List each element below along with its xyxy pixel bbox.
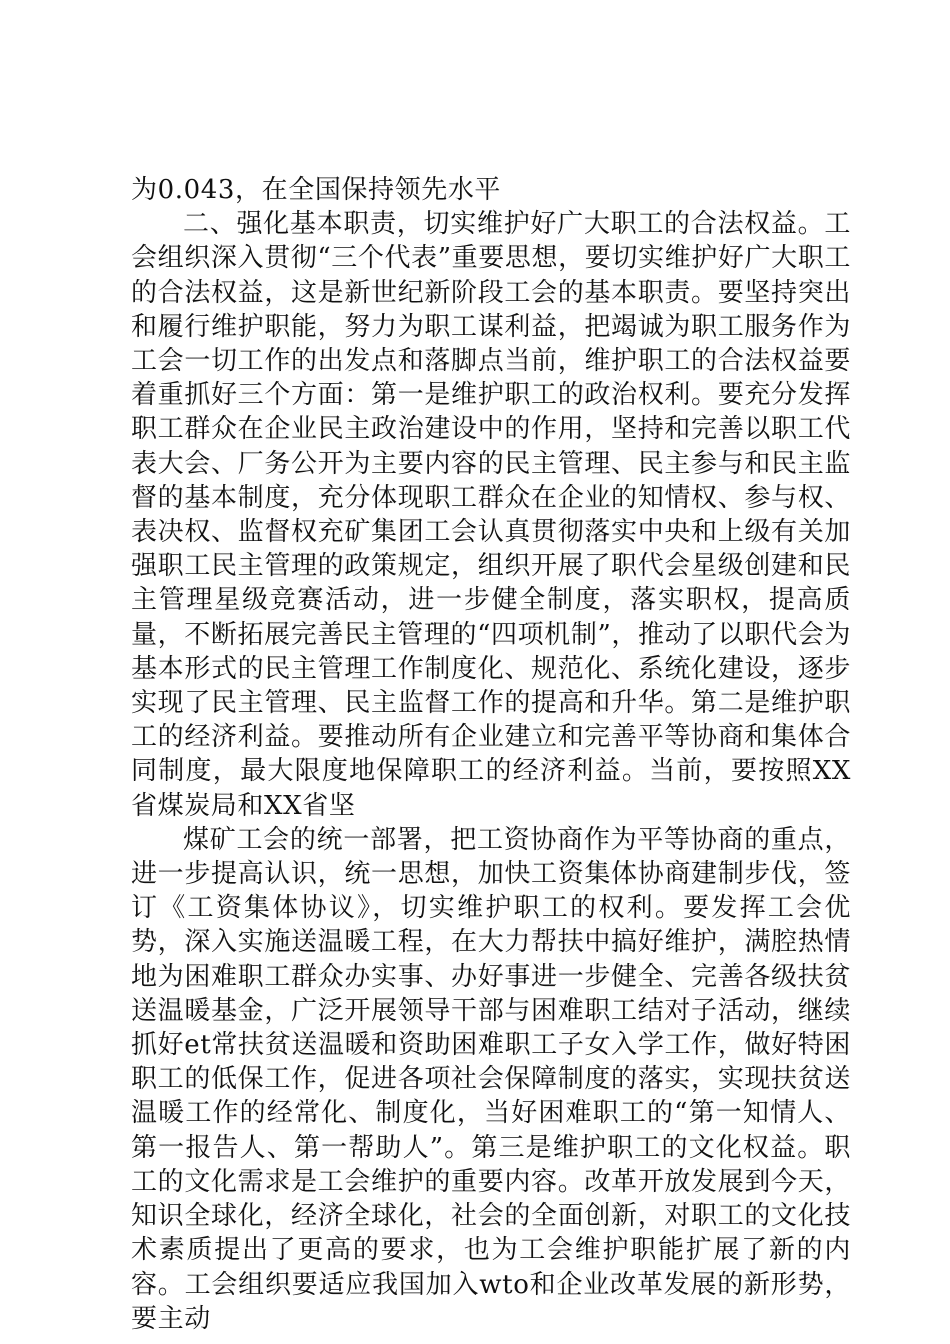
paragraph-coal-union: 煤矿工会的统一部署，把工资协商作为平等协商的重点，进一步提高认识，统一思想，加快工资集体协商建制步伐，签订《工资集体协议》，切实维护职工的权利。要发挥工会优势，深入实施送温暖工程，在大力帮扶中搞好维护，满腔热情地为困难职工群众办实事、办好事进一步健全、完善各级扶贫送温暖基金，广泛开展领导干部与困难职工结对子活动，继续抓好et常扶贫送温暖和资助困难职工子女入学工作，做好特困职工的低保工作，促进各项社会保障制度的落实，实现扶贫送温暖工作的经常化、制度化，当好困难职工的“第一知情人、第一报告人、第一帮助人”。第三是维护职工的文化权益。职工的文化需求是工会维护的重要内容。改革开放发展到今天，知识全球化，经济全球化，社会的全面创新，对职工的文化技术素质提出了更高的要求，也为工会维护职能扩展了新的内容。工会组织要适应我国加入wto和企业改革发展的新形势，要主动 [131,824,851,1334]
paragraph-continuation: 为0.043，在全国保持领先水平 [131,175,502,205]
document-body [131,173,851,1336]
paragraph-section-two: 二、强化基本职责，切实维护好广大职工的合法权益。工会组织深入贯彻“三个代表”重要思想，要切实维护好广大职工的合法权益，这是新世纪新阶段工会的基本职责。要坚持突出和履行维护职能，努力为职工谋利益，把竭诚为职工服务作为工会一切工作的出发点和落脚点当前，维护职工的合法权益要着重抓好三个方面：第一是维护职工的政治权利。要充分发挥职工群众在企业民主政治建设中的作用，坚持和完善以职工代表大会、厂务公开为主要内容的民主管理、民主参与和民主监督的基本制度，充分体现职工群众在企业的知情权、参与权、表决权、监督权充矿集团工会认真贯彻落实中央和上级有关加强职工民主管理的政策规定，组织开展了职代会星级创建和民主管理星级竞赛活动，进一步健全制度，落实职权，提高质量，不断拓展完善民主管理的“四项机制”，推动了以职代会为基本形式的民主管理工作制度化、规范化、系统化建设，逐步实现了民主管理、民主监督工作的提高和升华。第二是维护职工的经济利益。要推动所有企业建立和完善平等协商和集体合同制度，最大限度地保障职工的经济利益。当前，要按照XX省煤炭局和XX省坚 [131,209,851,821]
